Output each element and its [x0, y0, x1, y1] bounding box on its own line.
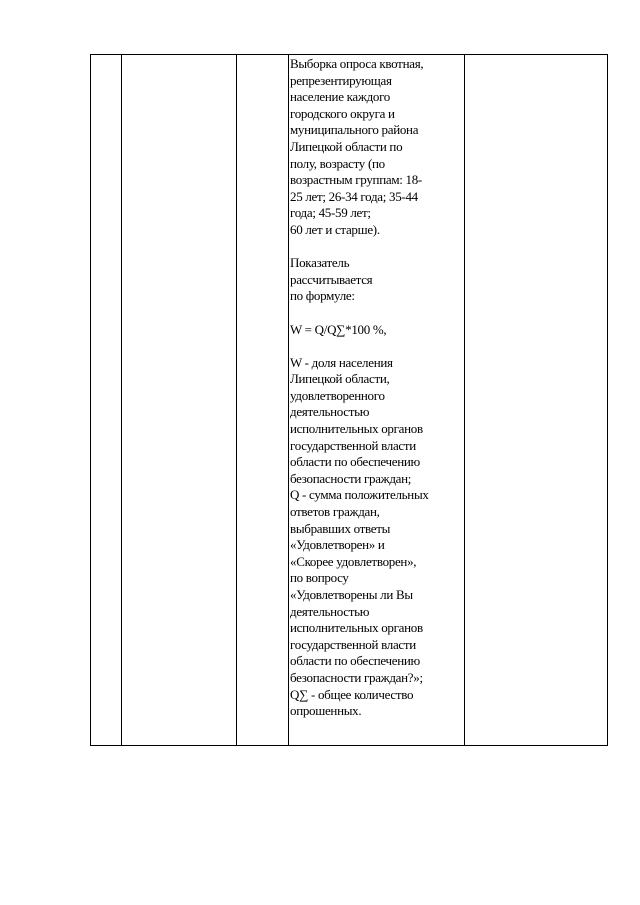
definition-line: «Удовлетворен» и	[290, 537, 385, 553]
sample-line: муниципального района	[290, 122, 419, 138]
definition-line: исполнительных органов	[290, 421, 423, 437]
paragraph-gap	[290, 305, 464, 322]
paragraph-gap	[290, 239, 464, 256]
definition-line: безопасности граждан;	[290, 470, 412, 486]
definition-line: Липецкой области,	[290, 371, 390, 387]
definition-line: опрошенных.	[290, 703, 362, 719]
table-cell-source	[465, 55, 608, 746]
definition-line: выбравших ответы	[290, 520, 391, 536]
definition-line: безопасности граждан?»;	[290, 669, 423, 685]
paragraph-gap	[290, 338, 464, 355]
calc-intro-line: по формуле:	[290, 288, 355, 304]
sample-line: население каждого	[290, 89, 391, 105]
calc-intro-line: Показатель	[290, 255, 350, 271]
definition-line: государственной власти	[290, 437, 416, 453]
sample-line: 25 лет; 26-34 года; 35-44	[290, 188, 418, 204]
definition-line: «Скорее удовлетворен»,	[290, 553, 417, 569]
sample-line: городского округа и	[290, 105, 395, 121]
table-cell-unit	[237, 55, 289, 746]
sample-line: Выборка опроса квотная,	[290, 56, 424, 71]
definition-line: деятельностью	[290, 404, 370, 420]
definition-line: удовлетворенного	[290, 387, 385, 403]
sample-line: репрезентирующая	[290, 72, 392, 88]
definition-line: исполнительных органов	[290, 620, 423, 636]
table-cell-indicator	[122, 55, 237, 746]
definition-line: по вопросу	[290, 570, 349, 586]
definition-line: Q - сумма положительных	[290, 487, 429, 503]
table-cell-number	[91, 55, 122, 746]
formula: W = Q/Q∑*100 %,	[290, 321, 387, 337]
sample-line: полу, возрасту (по	[290, 155, 385, 171]
definition-line: деятельностью	[290, 603, 370, 619]
sample-line: возрастным группам: 18-	[290, 172, 422, 188]
methodology-text	[289, 55, 464, 720]
table-cell-methodology	[289, 55, 465, 746]
definition-line: области по обеспечению	[290, 454, 420, 470]
sample-line: года; 45-59 лет;	[290, 205, 371, 221]
definition-line: государственной власти	[290, 636, 416, 652]
definition-line: «Удовлетворены ли Вы	[290, 587, 413, 602]
definition-line: области по обеспечению	[290, 653, 420, 669]
sample-line: Липецкой области по	[290, 138, 403, 154]
sample-line: 60 лет и старше).	[290, 221, 380, 237]
indicator-table	[90, 54, 608, 746]
definition-line: Q∑ - общее количество	[290, 686, 414, 702]
definition-line: ответов граждан,	[290, 504, 380, 520]
calc-intro-line: рассчитывается	[290, 271, 373, 287]
definition-line: W - доля населения	[290, 354, 393, 370]
table-row	[91, 55, 608, 746]
